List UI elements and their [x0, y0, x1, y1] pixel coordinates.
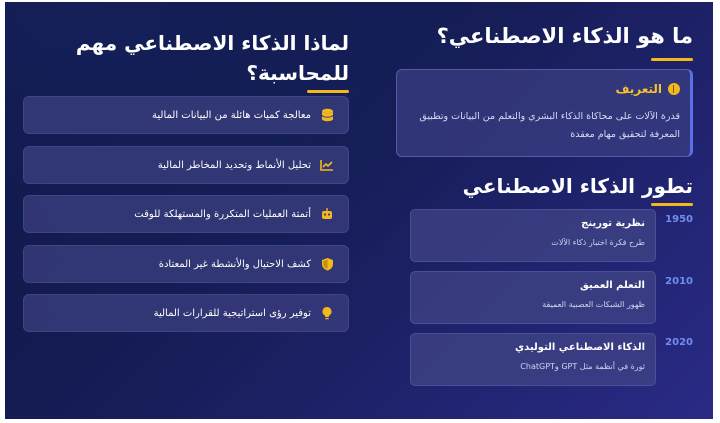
shield-icon: [320, 257, 334, 271]
chart-line-icon: [320, 158, 334, 172]
timeline-card-title: نظرية تورينج: [581, 218, 645, 229]
why-important-title: لماذا الذكاء الاصطناعي مهم للمحاسبة؟: [75, 31, 349, 85]
timeline-card-title: الذكاء الاصطناعي التوليدي: [515, 342, 645, 353]
feature-label: معالجة كميات هائلة من البيانات المالية: [152, 109, 311, 121]
definition-title: التعريف: [615, 82, 662, 96]
timeline-year: 2010: [665, 276, 693, 287]
feature-item: [23, 294, 349, 332]
definition-text: قدرة الآلات على محاكاة الذكاء البشري والتعلم من البيانات وتطبيق المعرفة لتحقيق مهام معقدة: [419, 111, 680, 140]
feature-label: توفير رؤى استراتيجية للقرارات المالية: [153, 307, 311, 319]
robot-icon: [320, 207, 334, 221]
definition-header: [615, 82, 680, 96]
title-underline: [307, 90, 349, 93]
feature-item: [23, 245, 349, 283]
timeline-card: [410, 271, 656, 324]
definition-card: [396, 69, 693, 157]
timeline-year: 1950: [665, 214, 693, 225]
feature-label: أتمتة العمليات المتكررة والمستهلكة للوقت: [134, 208, 311, 220]
evolution-underline: [651, 203, 693, 206]
brain-icon: [668, 83, 680, 95]
timeline-card: [410, 209, 656, 262]
timeline-card-desc: ظهور الشبكات العصبية العميقة: [542, 300, 645, 309]
feature-label: تحليل الأنماط وتحديد المخاطر المالية: [157, 159, 311, 171]
what-is-ai-title: ما هو الذكاء الاصطناعي؟: [436, 24, 693, 48]
feature-item: [23, 195, 349, 233]
slide: [5, 2, 713, 419]
timeline-card: [410, 333, 656, 386]
timeline-year: 2020: [665, 337, 693, 348]
feature-item: [23, 146, 349, 184]
timeline-card-desc: ثورة في أنظمة مثل GPT وChatGPT: [520, 362, 645, 371]
feature-item: [23, 96, 349, 134]
timeline-card-desc: طرح فكرة اختبار ذكاء الآلات: [551, 238, 645, 247]
title-underline: [651, 58, 693, 61]
lightbulb-icon: [320, 306, 334, 320]
feature-label: كشف الاحتيال والأنشطة غير المعتادة: [158, 258, 311, 270]
database-icon: [320, 108, 334, 122]
timeline-card-title: التعلم العميق: [580, 280, 645, 291]
evolution-title: تطور الذكاء الاصطناعي: [462, 174, 693, 198]
